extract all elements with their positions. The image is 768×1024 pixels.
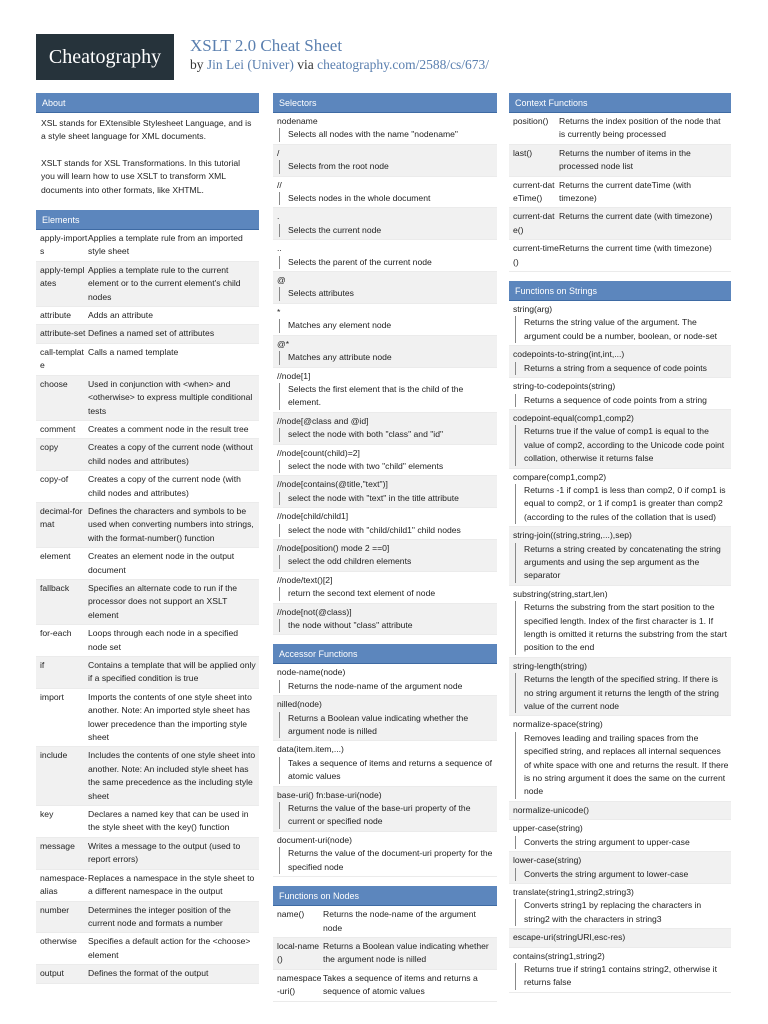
selector-entry-description: select the node with two "child" elements [279, 460, 495, 473]
element-row [36, 376, 259, 421]
accessor-entry-term: data(item.item,...) [277, 744, 344, 755]
selector-entry-term: . [277, 211, 280, 222]
element-row-term: key [40, 809, 54, 820]
selector-entry [273, 145, 497, 177]
by-label: by [190, 57, 204, 72]
string-function-entry [509, 802, 731, 820]
element-row-description: Writes a message to the output (used to report errors) [88, 840, 241, 865]
accessor-list [273, 664, 497, 877]
element-row-term: otherwise [40, 936, 77, 947]
element-row-term: copy-of [40, 474, 69, 485]
strings-heading: Functions on Strings [509, 281, 731, 301]
node-function-row-term: name() [277, 909, 305, 920]
element-row-term: element [40, 551, 71, 562]
about-section [36, 93, 259, 201]
context-function-row-description: Returns the number of items in the processed node list [559, 147, 691, 172]
selector-entry [273, 572, 497, 604]
accessor-entry-term: nilled(node) [277, 699, 322, 710]
selectors-heading: Selectors [273, 93, 497, 113]
selector-entry-description: select the node with "text" in the title attribute [279, 492, 495, 505]
element-row-term: include [40, 750, 68, 761]
via-label: via [297, 57, 314, 72]
string-function-entry [509, 469, 731, 528]
node-function-row [273, 970, 497, 1002]
string-function-entry [509, 378, 731, 410]
selector-entry-term: //node[child/child1] [277, 511, 349, 522]
element-row [36, 838, 259, 870]
element-row-description: Creates a comment node in the result tree [88, 423, 249, 434]
context-function-row-description: Returns the current date (with timezone) [559, 211, 713, 222]
string-function-entry-term: string-length(string) [513, 660, 588, 671]
node-function-row-description: Returns a Boolean value indicating whether the argument node is nilled [323, 940, 489, 965]
element-row-description: Applies a template rule from an imported style sheet [88, 233, 243, 257]
node-function-row-term: local-name() [277, 940, 320, 965]
element-row-description: Defines the format of the output [88, 968, 209, 979]
string-function-entry [509, 716, 731, 801]
selector-entry [273, 336, 497, 368]
node-function-row [273, 938, 497, 970]
element-row [36, 657, 259, 689]
element-row-term: number [40, 904, 70, 915]
element-row-description: Replaces a namespace in the style sheet to a different namespace in the output [88, 872, 255, 897]
context-heading: Context Functions [509, 93, 731, 113]
context-function-row-description: Returns the current time (with timezone) [559, 243, 712, 254]
selector-entry [273, 272, 497, 304]
element-row-description: Imports the contents of one style sheet into another. Note: An imported style sheet has lower precedence than the importing style sheet [88, 691, 252, 743]
element-row-description: Creates a copy of the current node (with child nodes and attributes) [88, 474, 241, 498]
accessor-entry-description: Returns the node-name of the argument node [279, 680, 495, 693]
string-function-entry-term: normalize-space(string) [513, 719, 603, 730]
element-row-term: copy [40, 442, 59, 453]
string-function-entry-description: Converts the string argument to upper-case [515, 836, 729, 849]
selector-entry [273, 208, 497, 240]
selector-entry-term: //node[contains(@title,"text")] [277, 479, 388, 490]
selector-entry-term: //node/text()[2] [277, 574, 333, 585]
selector-entry-description: the node without "class" attribute [279, 619, 495, 632]
element-row [36, 325, 259, 343]
context-function-row-term: current-time() [513, 243, 559, 267]
element-row [36, 747, 259, 806]
string-function-entry-term: compare(comp1,comp2) [513, 471, 607, 482]
string-function-entry [509, 852, 731, 884]
selector-entry [273, 304, 497, 336]
about-paragraph-1: XSL stands for EXtensible Stylesheet Language, and is a style sheet language for XML documents. [41, 118, 252, 142]
element-row [36, 421, 259, 439]
selector-entry [273, 177, 497, 209]
accessor-entry [273, 787, 497, 832]
selector-entry-description: Selects from the root node [279, 160, 495, 173]
element-row [36, 806, 259, 838]
string-function-entry-description: Returns a string created by concatenating the string arguments and using the sep argument as the separator [515, 543, 729, 583]
string-function-entry-term: upper-case(string) [513, 823, 583, 834]
context-function-row [509, 177, 731, 209]
accessor-entry-term: node-name(node) [277, 667, 346, 678]
element-row [36, 344, 259, 376]
selector-entry-description: Selects the current node [279, 224, 495, 237]
accessor-entry-term: base-uri() fn:base-uri(node) [277, 789, 382, 800]
selector-entry-term: //node[position() mode 2 ==0] [277, 542, 390, 553]
string-function-entry [509, 929, 731, 947]
context-section [509, 93, 731, 272]
element-row-description: Specifies a default action for the <choose> element [88, 936, 251, 960]
context-table [509, 113, 731, 272]
string-function-entry-description: Returns the substring from the start position to the specified length. Index of the first character is 1. If length is omitted it returns the substring from the start position to the end [515, 601, 729, 655]
sheet-url-link[interactable]: cheatography.com/2588/cs/673/ [317, 57, 490, 72]
string-function-entry [509, 658, 731, 717]
selector-entry-term: * [277, 306, 281, 317]
selector-entry [273, 113, 497, 145]
context-function-row [509, 145, 731, 177]
selector-entry-description: Matches any attribute node [279, 351, 495, 364]
element-row [36, 965, 259, 983]
string-function-entry-term: codepoint-equal(comp1,comp2) [513, 412, 634, 423]
element-row [36, 503, 259, 548]
accessor-entry [273, 832, 497, 877]
selector-entry-description: select the node with "child/child1" child nodes [279, 524, 495, 537]
element-row-description: Creates an element node in the output document [88, 551, 235, 575]
selector-entry-description: select the odd children elements [279, 555, 495, 568]
element-row-term: output [40, 968, 64, 979]
accessor-entry-term: document-uri(node) [277, 834, 352, 845]
string-function-entry-term: escape-uri(stringURI,esc-res) [513, 932, 626, 943]
page-title: XSLT 2.0 Cheat Sheet [190, 36, 343, 55]
element-row-term: call-template [40, 346, 84, 371]
accessor-entry-description: Takes a sequence of items and returns a sequence of atomic values [279, 757, 495, 784]
element-row-description: Determines the integer position of the current node and formats a number [88, 904, 231, 928]
selector-entry [273, 508, 497, 540]
element-row-description: Defines the characters and symbols to be used when converting numbers into strings, with the format-number() function [88, 505, 254, 543]
string-function-entry-description: Returns true if the value of comp1 is equal to the value of comp2, according to the Unicode code point collation, otherwise it returns false [515, 425, 729, 465]
element-row [36, 870, 259, 902]
selector-entry [273, 540, 497, 572]
selector-entry-description: return the second text element of node [279, 587, 495, 600]
column-3 [509, 93, 731, 1002]
context-function-row-term: position() [513, 116, 549, 126]
selector-entry-description: Selects all nodes with the name "nodename" [279, 128, 495, 141]
string-function-entry-term: lower-case(string) [513, 855, 582, 866]
element-row-term: import [40, 691, 64, 702]
context-function-row-term: current-dateTime() [513, 179, 555, 204]
accessor-entry-description: Returns a Boolean value indicating whether the argument node is nilled [279, 712, 495, 739]
element-row-term: for-each [40, 628, 72, 639]
element-row-term: comment [40, 423, 76, 434]
element-row-term: namespace-alias [40, 872, 88, 897]
node-function-row-description: Takes a sequence of items and returns a sequence of atomic values [323, 972, 478, 997]
strings-list [509, 301, 731, 993]
selector-entry-term: @ [277, 275, 286, 286]
element-row-term: apply-templates [40, 264, 85, 289]
element-row [36, 902, 259, 934]
selector-entry-term: nodename [277, 116, 318, 126]
string-function-entry-description: Returns true if string1 contains string2, otherwise it returns false [515, 963, 729, 990]
element-row [36, 262, 259, 307]
string-function-entry [509, 410, 731, 469]
sheet-header [36, 34, 736, 82]
accessor-entry [273, 741, 497, 786]
string-function-entry-description: Returns a string from a sequence of code points [515, 362, 729, 375]
elements-section [36, 210, 259, 984]
element-row [36, 580, 259, 625]
element-row-description: Includes the contents of one style sheet into another. Note: An included style sheet has the same precedence as the including style sheet [88, 750, 256, 801]
string-function-entry-term: string-to-codepoints(string) [513, 381, 616, 392]
about-paragraph-2: XSLT stands for XSL Transformations. In this tutorial you will learn how to use XSLT to transform XML documents into other formats, like XHTML. [41, 157, 241, 195]
selector-entry-description: Selects the first element that is the child of the element. [279, 383, 495, 410]
string-function-entry-description: Converts the string argument to lower-case [515, 868, 729, 881]
selector-entry [273, 240, 497, 272]
node-function-row-description: Returns the node-name of the argument node [323, 909, 476, 933]
accessor-entry [273, 696, 497, 741]
string-function-entry-description: Returns -1 if comp1 is less than comp2, 0 if comp1 is equal to comp2, or 1 if comp1 is greater than comp2 (according to the rules of the collation that is used) [515, 484, 729, 524]
selector-entry [273, 413, 497, 445]
element-row [36, 439, 259, 471]
element-row-term: fallback [40, 582, 70, 593]
nodes-section [273, 886, 497, 1001]
element-row-description: Declares a named key that can be used in the style sheet with the key() function [88, 809, 249, 833]
element-row [36, 689, 259, 748]
selector-entry-description: Matches any element node [279, 319, 495, 332]
about-body [36, 113, 259, 201]
string-function-entry-term: translate(string1,string2,string3) [513, 886, 634, 897]
element-row-description: Adds an attribute [88, 310, 153, 321]
element-row-description: Creates a copy of the current node (without child nodes and attributes) [88, 442, 253, 466]
selectors-section [273, 93, 497, 635]
accessor-entry-description: Returns the value of the document-uri property for the specified node [279, 847, 495, 874]
element-row-description: Defines a named set of attributes [88, 328, 215, 339]
byline [190, 56, 489, 74]
string-function-entry-term: codepoints-to-string(int,int,...) [513, 349, 625, 360]
element-row-description: Loops through each node in a specified node set [88, 628, 239, 652]
string-function-entry-description: Returns a sequence of code points from a string [515, 394, 729, 407]
string-function-entry-description: Returns the length of the specified string. If there is no string argument it returns the length of the string value of the current node [515, 673, 729, 713]
selector-entry-term: //node[count(child)=2] [277, 447, 360, 458]
element-row-term: if [40, 660, 45, 670]
element-row [36, 625, 259, 657]
context-function-row-description: Returns the index position of the node that is currently being processed [559, 116, 721, 140]
element-row-term: choose [40, 378, 68, 389]
selector-entry-description: Selects the parent of the current node [279, 256, 495, 269]
selector-entry-term: //node[@class and @id] [277, 415, 369, 426]
column-1 [36, 93, 259, 993]
column-2 [273, 93, 497, 1011]
element-row [36, 230, 259, 262]
context-function-row [509, 240, 731, 272]
element-row-description: Calls a named template [88, 346, 179, 357]
string-function-entry [509, 527, 731, 586]
author-link[interactable]: Jin Lei (Univer) [206, 57, 294, 72]
string-function-entry-term: contains(string1,string2) [513, 950, 605, 961]
string-function-entry-term: string(arg) [513, 304, 553, 315]
string-function-entry [509, 301, 731, 346]
node-function-row-term: namespace-uri() [277, 972, 322, 997]
element-row-description: Applies a template rule to the current element or to the current element's child nodes [88, 264, 241, 302]
selector-entry-term: / [277, 147, 280, 158]
element-row-term: decimal-format [40, 505, 83, 530]
context-function-row-description: Returns the current dateTime (with timezone) [559, 179, 691, 204]
accessor-entry-description: Returns the value of the base-uri property of the current or specified node [279, 802, 495, 829]
selector-entry-description: Selects attributes [279, 287, 495, 300]
elements-heading: Elements [36, 210, 259, 230]
selector-entry-term: // [277, 179, 282, 190]
about-heading: About [36, 93, 259, 113]
selectors-list [273, 113, 497, 635]
string-function-entry-description: Returns the string value of the argument. The argument could be a number, boolean, or node-set [515, 316, 729, 343]
node-function-row [273, 906, 497, 938]
element-row [36, 933, 259, 965]
selector-entry [273, 445, 497, 477]
accessor-entry [273, 664, 497, 696]
selector-entry-term: //node[1] [277, 370, 311, 381]
element-row-description: Specifies an alternate code to run if the processor does not support an XSLT element [88, 582, 238, 620]
accessor-section [273, 644, 497, 877]
selector-entry-term: @* [277, 338, 290, 349]
context-function-row [509, 113, 731, 145]
element-row [36, 471, 259, 503]
context-function-row-term: last() [513, 147, 533, 158]
cheatography-logo[interactable]: Cheatography [36, 34, 174, 80]
string-function-entry-term: string-join((string,string,...),sep) [513, 530, 632, 541]
context-function-row-term: current-date() [513, 211, 555, 235]
context-function-row [509, 208, 731, 240]
string-function-entry-term: substring(string,start,len) [513, 588, 608, 599]
element-row-term: apply-imports [40, 233, 88, 257]
element-row-term: attribute-set [40, 328, 86, 339]
element-row [36, 548, 259, 580]
nodes-table [273, 906, 497, 1001]
strings-section [509, 281, 731, 993]
string-function-entry [509, 586, 731, 658]
string-function-entry-description: Converts string1 by replacing the characters in string2 with the characters in string3 [515, 899, 729, 926]
element-row [36, 307, 259, 325]
element-row-description: Used in conjunction with <when> and <otherwise> to express multiple conditional tests [88, 378, 253, 416]
string-function-entry-description: Removes leading and trailing spaces from the specified string, and replaces all internal sequences of white space with one and returns the result. If there is no string argument it does the same on the current node [515, 732, 729, 799]
elements-table [36, 230, 259, 984]
nodes-heading: Functions on Nodes [273, 886, 497, 906]
string-function-entry [509, 948, 731, 993]
string-function-entry [509, 346, 731, 378]
selector-entry-description: Selects nodes in the whole document [279, 192, 495, 205]
selector-entry [273, 604, 497, 636]
selector-entry [273, 368, 497, 413]
selector-entry-description: select the node with both "class" and "id" [279, 428, 495, 441]
element-row-term: attribute [40, 310, 72, 321]
element-row-description: Contains a template that will be applied only if a specified condition is true [88, 660, 256, 684]
string-function-entry-term: normalize-unicode() [513, 804, 589, 815]
string-function-entry [509, 820, 731, 852]
string-function-entry [509, 884, 731, 929]
selector-entry-term: .. [277, 243, 282, 254]
element-row-term: message [40, 840, 75, 851]
selector-entry [273, 476, 497, 508]
selector-entry-term: //node[not(@class)] [277, 606, 352, 617]
accessor-heading: Accessor Functions [273, 644, 497, 664]
